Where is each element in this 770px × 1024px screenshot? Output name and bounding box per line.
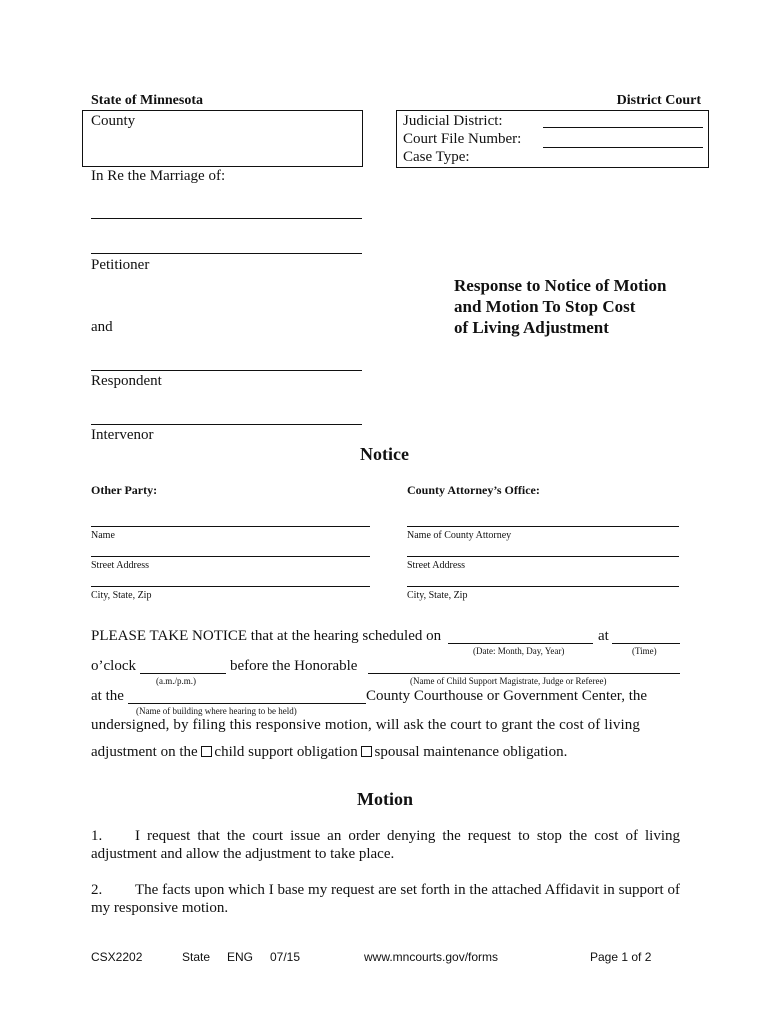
motion-item-2-text: The facts upon which I base my request are set forth in the attached Affidavit in support of my responsive motion. — [91, 882, 680, 916]
court-file-number-label: Court File Number: — [403, 131, 522, 147]
respondent-label: Respondent — [91, 373, 162, 389]
hearing-time-field[interactable] — [612, 643, 680, 644]
county-box[interactable] — [82, 110, 363, 167]
county-attorney-street-field[interactable] — [407, 556, 679, 557]
county-attorney-label: County Attorney’s Office: — [407, 483, 540, 497]
motion-item-1-number: 1. — [91, 828, 103, 844]
case-info-box — [396, 110, 709, 168]
county-attorney-city-field[interactable] — [407, 586, 679, 587]
undersigned-text: undersigned, by filing this responsive motion, will ask the court to grant the cost of living — [91, 717, 640, 733]
other-party-name-hint: Name — [91, 530, 115, 541]
intervenor-label: Intervenor — [91, 427, 154, 443]
judicial-district-field[interactable] — [543, 127, 703, 128]
at-the-text: at the — [91, 688, 124, 704]
and-label: and — [91, 319, 113, 335]
footer-date: 07/15 — [270, 950, 301, 964]
adjustment-on-the-text: adjustment on the — [91, 744, 198, 760]
court-file-number-field[interactable] — [543, 147, 703, 148]
other-party-street-hint: Street Address — [91, 560, 150, 571]
ampm-field[interactable] — [140, 673, 226, 674]
motion-item-2 — [91, 881, 680, 917]
please-take-notice-text: PLEASE TAKE NOTICE that at the hearing scheduled on — [91, 628, 442, 644]
county-attorney-city-hint: City, State, Zip — [407, 590, 468, 601]
motion-item-1 — [91, 827, 680, 863]
footer-page-number: Page 1 of 2 — [590, 950, 652, 964]
magistrate-name-field[interactable] — [368, 673, 680, 674]
notice-heading: Notice — [360, 444, 409, 464]
court-heading: District Court — [616, 93, 701, 108]
motion-item-1-text: I request that the court issue an order denying the request to stop the cost of living adjustment and allow the adjustment to take place. — [91, 828, 680, 862]
building-name-field[interactable] — [128, 703, 366, 704]
in-re-marriage-label: In Re the Marriage of: — [91, 168, 226, 184]
form-title — [454, 275, 666, 338]
party-name-line-1[interactable] — [91, 218, 362, 219]
oclock-text: o’clock — [91, 658, 136, 674]
building-hint: (Name of building where hearing to be held) — [136, 706, 297, 716]
time-hint: (Time) — [632, 646, 657, 656]
before-the-honorable-text: before the Honorable — [230, 658, 358, 674]
party-name-line-2[interactable] — [91, 253, 362, 254]
spousal-maintenance-checkbox[interactable] — [361, 746, 372, 757]
other-party-city-hint: City, State, Zip — [91, 590, 152, 601]
hearing-date-field[interactable] — [448, 643, 593, 644]
child-support-label: child support obligation — [214, 744, 358, 760]
footer-state: State — [182, 950, 211, 964]
spousal-maintenance-label: spousal maintenance obligation. — [374, 744, 568, 760]
case-type-label: Case Type: — [403, 149, 470, 165]
footer-form-code: CSX2202 — [91, 950, 143, 964]
petitioner-label: Petitioner — [91, 257, 150, 273]
respondent-name-line[interactable] — [91, 370, 362, 371]
other-party-street-field[interactable] — [91, 556, 370, 557]
judicial-district-label: Judicial District: — [403, 113, 503, 129]
other-party-name-field[interactable] — [91, 526, 370, 527]
form-title-line-3: of Living Adjustment — [454, 318, 609, 337]
magistrate-hint: (Name of Child Support Magistrate, Judge or Referee) — [410, 676, 607, 686]
motion-item-2-number: 2. — [91, 882, 103, 898]
courthouse-text: County Courthouse or Government Center, the — [366, 688, 648, 704]
adjustment-line — [91, 744, 567, 761]
county-attorney-street-hint: Street Address — [407, 560, 466, 571]
county-label: County — [91, 113, 136, 129]
date-hint: (Date: Month, Day, Year) — [473, 646, 565, 656]
other-party-label: Other Party: — [91, 483, 158, 497]
at-text: at — [598, 628, 609, 644]
form-title-line-1: Response to Notice of Motion — [454, 276, 667, 295]
county-attorney-name-field[interactable] — [407, 526, 679, 527]
child-support-checkbox[interactable] — [201, 746, 212, 757]
other-party-city-field[interactable] — [91, 586, 370, 587]
footer-url[interactable]: www.mncourts.gov/forms — [364, 950, 499, 964]
form-title-line-2: and Motion To Stop Cost — [454, 297, 636, 316]
intervenor-name-line[interactable] — [91, 424, 362, 425]
motion-heading: Motion — [357, 789, 413, 809]
footer-language: ENG — [227, 950, 254, 964]
state-heading: State of Minnesota — [91, 93, 203, 108]
county-attorney-name-hint: Name of County Attorney — [407, 530, 512, 541]
ampm-hint: (a.m./p.m.) — [156, 676, 196, 686]
